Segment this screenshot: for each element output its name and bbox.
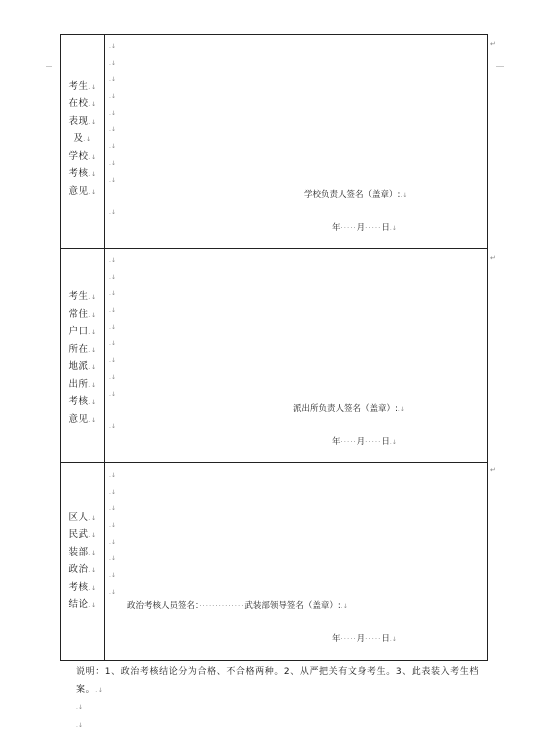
label-line: 及.↓	[73, 133, 92, 145]
label-line: 学校.↓	[68, 150, 97, 162]
school-date-line: 年·····月·····日.↓	[332, 223, 397, 233]
label-line: 意见.↓	[68, 185, 97, 197]
row-end-mark: ↵	[490, 254, 496, 262]
row-divider	[61, 462, 487, 463]
armed-forces-date-line: 年·····月·····日.↓	[332, 634, 397, 644]
label-line: 考核.↓	[68, 581, 97, 593]
police-date-line: 年·····月·····日.↓	[332, 437, 397, 447]
label-line: 区人.↓	[68, 511, 97, 523]
label-line: 常住.↓	[68, 308, 97, 320]
paragraph-mark: .↓	[76, 704, 83, 711]
armed-forces-signature-line: 政治考核人员签名：··············武装部领导签名（盖章）:.↓	[127, 601, 348, 611]
school-signature-line: 学校负责人签名（盖章）:.↓	[304, 190, 408, 200]
label-line: 出所.↓	[68, 378, 97, 390]
section-armed-forces-label	[61, 508, 104, 616]
political-review-table	[60, 34, 488, 661]
label-line: 所在.↓	[68, 343, 97, 355]
label-line: 民武.↓	[68, 529, 97, 540]
label-line: 意见.↓	[68, 413, 97, 425]
section-school-label	[61, 75, 104, 205]
label-line: 地派.↓	[68, 361, 97, 372]
paragraph-mark: .↓	[109, 423, 116, 430]
paragraph-mark: .↓	[109, 209, 116, 216]
label-line: 表现.↓	[68, 115, 97, 127]
crop-mark-left	[46, 66, 52, 67]
label-line: 考生.↓	[68, 291, 97, 302]
label-line: 考生.↓	[68, 80, 97, 92]
police-signature-line: 派出所负责人签名（盖章）:.↓	[293, 404, 405, 414]
row-end-mark: ↵	[490, 40, 496, 48]
row-divider	[61, 248, 487, 249]
paragraph-marks: .↓ .↓ .↓ .↓ .↓ .↓ .↓ .↓ .↓	[109, 257, 116, 398]
column-divider	[104, 35, 105, 660]
paragraph-marks: .↓ .↓ .↓ .↓ .↓ .↓ .↓ .↓ .↓	[109, 43, 116, 184]
section-police-label	[61, 289, 104, 429]
paragraph-marks: .↓ .↓ .↓ .↓ .↓ .↓ .↓ .↓	[109, 472, 116, 596]
label-line: 政治.↓	[68, 564, 97, 575]
label-line: 户口.↓	[68, 326, 97, 337]
label-line: 结论.↓	[68, 599, 97, 610]
paragraph-mark: .↓	[76, 722, 83, 729]
label-line: 装部.↓	[68, 546, 97, 558]
label-line: 在校.↓	[68, 98, 97, 110]
label-line: 考核.↓	[68, 396, 97, 407]
footnote-text: 说明：1、政治考核结论分为合格、不合格两种。2、从严把关有文身考生。3、此表装入考生档案。.↓	[76, 667, 479, 695]
row-end-mark: ↵	[490, 466, 496, 474]
crop-mark-right	[496, 66, 504, 67]
label-line: 考核.↓	[68, 168, 97, 180]
